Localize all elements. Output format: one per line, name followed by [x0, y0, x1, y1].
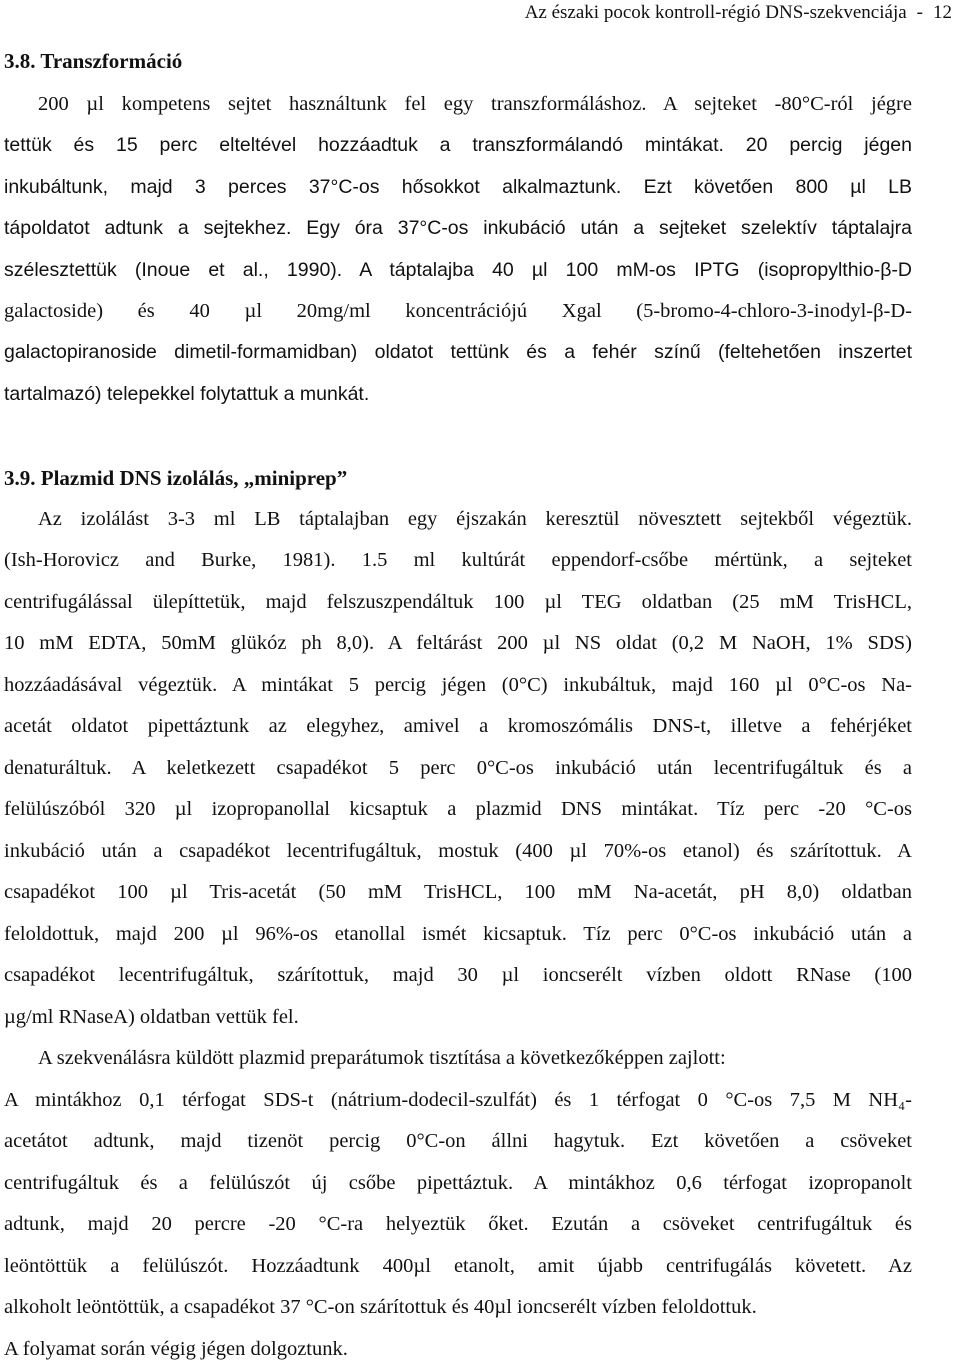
- paragraph-line: szélesztettük (Inoue et al., 1990). A táptalajba 40 µl 100 mM-os IPTG (isopropylthio-β-D: [4, 259, 912, 281]
- paragraph-line: leöntöttük a felülúszót. Hozzáadtunk 400µl etanolt, amit újabb centrifugálás követett. Az: [4, 1255, 912, 1277]
- paragraph-line: centrifugáltuk és a felülúszót új csőbe pipettáztuk. A mintákhoz 0,6 térfogat izopropanolt: [4, 1172, 912, 1194]
- paragraph-line: galactoside) és 40 µl 20mg/ml koncentrációjú Xgal (5-bromo-4-chloro-3-inodyl-β-D-: [4, 300, 912, 322]
- paragraph-line: 200 µl kompetens sejtet használtunk fel egy transzformáláshoz. A sejteket -80°C-ról jégre: [38, 93, 912, 115]
- paragraph-line: csapadékot 100 µl Tris-acetát (50 mM TrisHCL, 100 mM Na-acetát, pH 8,0) oldatban: [4, 881, 912, 903]
- header-title: Az északi pocok kontroll-régió DNS-szekvenciája: [524, 2, 907, 23]
- paragraph-line: inkubáció után a csapadékot lecentrifugáltuk, mostuk (400 µl 70%-os etanol) és szárítottuk. A: [4, 840, 912, 862]
- paragraph-line: tápoldatot adtunk a sejtekhez. Egy óra 37°C-os inkubáció után a sejteket szelektív táptalajra: [4, 217, 912, 239]
- paragraph-line: A mintákhoz 0,1 térfogat SDS-t (nátrium-dodecil-szulfát) és 1 térfogat 0 °C-os 7,5 M NH₄-: [4, 1089, 912, 1111]
- paragraph-line: denaturáltuk. A keletkezett csapadékot 5 perc 0°C-os inkubáció után lecentrifugáltuk és a: [4, 757, 912, 779]
- paragraph-line: Az izolálást 3-3 ml LB táptalajban egy éjszakán keresztül növesztett sejtekből végeztük.: [38, 508, 912, 530]
- paragraph-line: alkoholt leöntöttük, a csapadékot 37 °C-on szárítottuk és 40µl ioncserélt vízben feloldottuk.: [4, 1296, 757, 1318]
- paragraph-line: feloldottuk, majd 200 µl 96%-os etanollal ismét kicsaptuk. Tíz perc 0°C-os inkubáció után a: [4, 923, 912, 945]
- paragraph-line: galactopiranoside dimetil-formamidban) oldatot tettünk és a fehér színű (feltehetően inszertet: [4, 341, 912, 363]
- section-heading-3-9: 3.9. Plazmid DNS izolálás, „miniprep”: [4, 466, 348, 490]
- section-heading-3-8: 3.8. Transzformáció: [4, 49, 183, 73]
- header-separator: -: [916, 2, 923, 23]
- paragraph-line: centrifugálással ülepíttetük, majd felszuszpendáltuk 100 µl TEG oldatban (25 mM TrisHCL,: [4, 591, 912, 613]
- paragraph-line: acetát oldatot pipettáztunk az elegyhez, amivel a kromoszómális DNS-t, illetve a fehérjéket: [4, 715, 912, 737]
- paragraph-line: inkubáltunk, majd 3 perces 37°C-os hősokkot alkalmaztunk. Ezt követően 800 µl LB: [4, 176, 912, 198]
- paragraph-line: tartalmazó) telepekkel folytattuk a munkát.: [4, 383, 370, 405]
- paragraph-line: A szekvenálásra küldött plazmid preparátumok tisztítása a következőképpen zajlott:: [38, 1047, 726, 1069]
- paragraph-line: adtunk, majd 20 percre -20 °C-ra helyeztük őket. Ezután a csöveket centrifugáltuk és: [4, 1213, 912, 1235]
- paragraph-line: acetátot adtunk, majd tizenöt percig 0°C-on állni hagytuk. Ezt követően a csöveket: [4, 1130, 912, 1152]
- paragraph-line: (Ish-Horovicz and Burke, 1981). 1.5 ml kultúrát eppendorf-csőbe mértünk, a sejteket: [4, 549, 912, 571]
- paragraph-line: µg/ml RNaseA) oldatban vettük fel.: [4, 1006, 299, 1028]
- running-header: [525, 2, 952, 24]
- paragraph-line: tettük és 15 perc elteltével hozzáadtuk a transzformálandó mintákat. 20 percig jégen: [4, 134, 912, 156]
- page-number: 12: [933, 2, 952, 23]
- paragraph-line: 10 mM EDTA, 50mM glükóz ph 8,0). A feltárást 200 µl NS oldat (0,2 M NaOH, 1% SDS): [4, 632, 912, 654]
- paragraph-line: A folyamat során végig jégen dolgoztunk.: [4, 1338, 348, 1360]
- paragraph-line: felülúszóból 320 µl izopropanollal kicsaptuk a plazmid DNS mintákat. Tíz perc -20 °C-os: [4, 798, 912, 820]
- paragraph-line: csapadékot lecentrifugáltuk, szárítottuk, majd 30 µl ioncserélt vízben oldott RNase (100: [4, 964, 912, 986]
- paragraph-line: hozzáadásával végeztük. A mintákat 5 percig jégen (0°C) inkubáltuk, majd 160 µl 0°C-os Na-: [4, 674, 912, 696]
